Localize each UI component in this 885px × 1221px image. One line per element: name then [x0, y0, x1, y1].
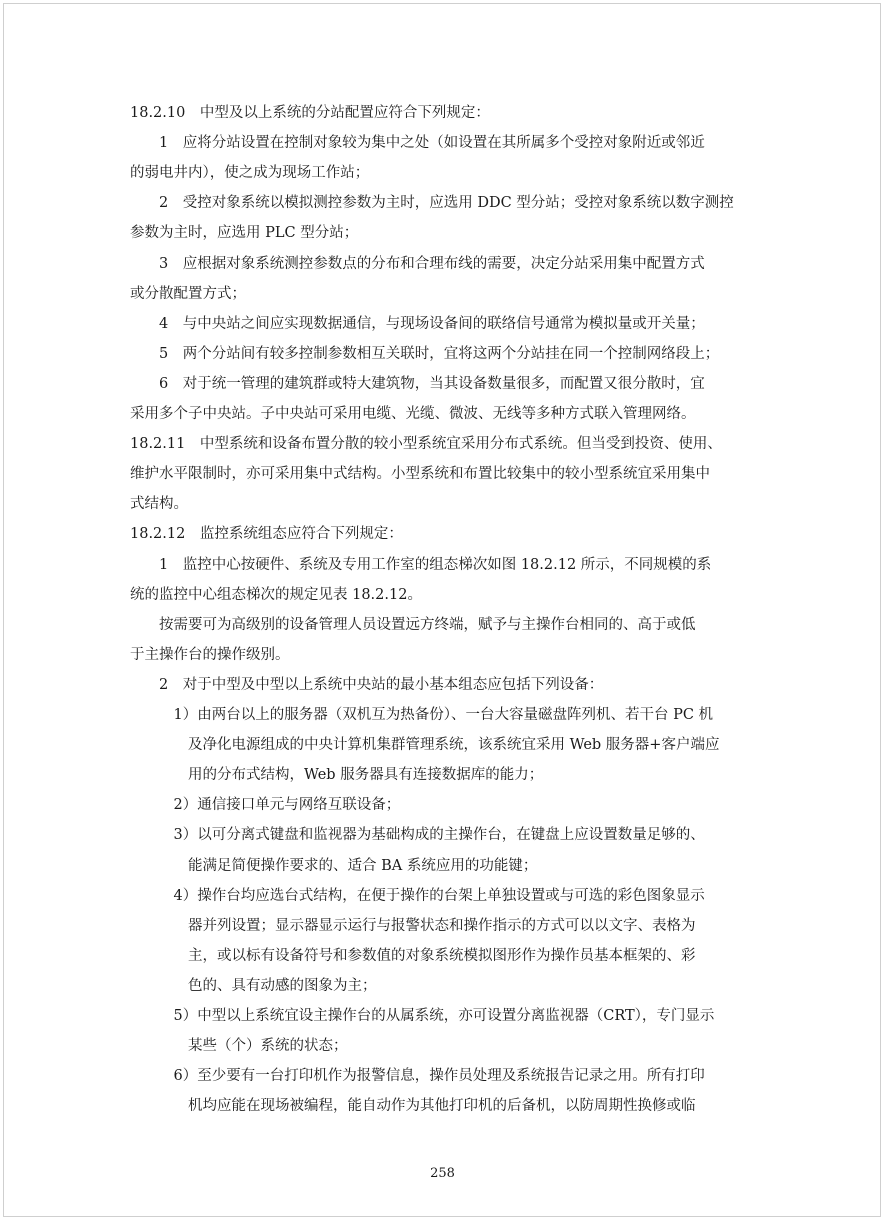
text-line: 按需要可为高级别的设备管理人员设置远方终端，赋予与主操作台相同的、高于或低 — [130, 616, 696, 633]
text-line: 4 与中央站之间应实现数据通信，与现场设备间的联络信号通常为模拟量或开关量； — [130, 315, 705, 332]
text-line: 3 应根据对象系统测控参数点的分布和合理布线的需要，决定分站采用集中配置方式 — [130, 255, 705, 272]
text-line: 1 监控中心按硬件、系统及专用工作室的组态梯次如图 18.2.12 所示，不同规模的系 — [130, 556, 712, 573]
text-line: 采用多个子中央站。子中央站可采用电缆、光缆、微波、无线等多种方式联入管理网络。 — [130, 406, 696, 422]
text-line: 器并列设置；显示器显示运行与报警状态和操作指示的方式可以以文字、表格为 — [130, 917, 696, 934]
text-line: 统的监控中心组态梯次的规定见表 18.2.12。 — [130, 586, 422, 603]
text-line: 1 应将分站设置在控制对象较为集中之处（如设置在其所属多个受控对象附近或邻近 — [130, 135, 705, 152]
text-line: 于主操作台的操作级别。 — [130, 646, 290, 663]
text-line: 2 对于中型及中型以上系统中央站的最小基本组态应包括下列设备： — [130, 676, 604, 693]
text-line: 式结构。 — [130, 496, 188, 513]
text-line: 2）通信接口单元与网络互联设备； — [130, 797, 401, 814]
text-line: 主，或以标有设备符号和参数值的对象系统模拟图形作为操作员基本框架的、彩 — [130, 947, 696, 964]
text-line: 机均应能在现场被编程，能自动作为其他打印机的后备机，以防周期性换修或临 — [130, 1098, 696, 1115]
text-line: 某些（个）系统的状态； — [130, 1038, 348, 1055]
text-line: 4）操作台均应选台式结构，在便于操作的台架上单独设置或与可选的彩色图象显示 — [130, 887, 705, 904]
text-line: 1）由两台以上的服务器（双机互为热备份）、一台大容量磁盘阵列机、若干台 PC 机 — [130, 707, 714, 723]
text-line: 3）以可分离式键盘和监视器为基础构成的主操作台，在键盘上应设置数量足够的、 — [130, 827, 705, 844]
text-line: 维护水平限制时，亦可采用集中式结构。小型系统和布置比较集中的较小型系统宜采用集中 — [130, 466, 710, 483]
text-line: 或分散配置方式； — [130, 285, 246, 302]
text-line: 能满足简便操作要求的、适合 BA 系统应用的功能键； — [130, 857, 538, 874]
text-line: 2 受控对象系统以模拟测控参数为主时，应选用 DDC 型分站；受控对象系统以数字测控 — [130, 195, 734, 212]
text-line: 5）中型以上系统宜设主操作台的从属系统，亦可设置分离监视器（CRT），专门显示 — [130, 1008, 715, 1024]
page-number: 258 — [430, 1166, 455, 1181]
text-line: 参数为主时，应选用 PLC 型分站； — [130, 225, 359, 242]
text-line: 6 对于统一管理的建筑群或特大建筑物，当其设备数量很多，而配置又很分散时，宜 — [130, 375, 705, 392]
text-line: 18.2.11 中型系统和设备布置分散的较小型系统宜采用分布式系统。但当受到投资、使用、 — [130, 436, 722, 453]
text-line: 18.2.10 中型及以上系统的分站配置应符合下列规定： — [130, 105, 490, 121]
text-line: 用的分布式结构，Web 服务器具有连接数据库的能力； — [130, 767, 544, 784]
text-line: 的弱电井内），使之成为现场工作站； — [130, 165, 370, 182]
text-line: 5 两个分站间有较多控制参数相互关联时，宜将这两个分站挂在同一个控制网络段上； — [130, 345, 720, 362]
text-line: 6）至少要有一台打印机作为报警信息，操作员处理及系统报告记录之用。所有打印 — [130, 1068, 705, 1085]
text-line: 及净化电源组成的中央计算机集群管理系统，该系统宜采用 Web 服务器+客户端应 — [130, 737, 720, 754]
text-line: 色的、具有动感的图象为主； — [130, 977, 377, 994]
text-line: 18.2.12 监控系统组态应符合下列规定： — [130, 526, 403, 543]
